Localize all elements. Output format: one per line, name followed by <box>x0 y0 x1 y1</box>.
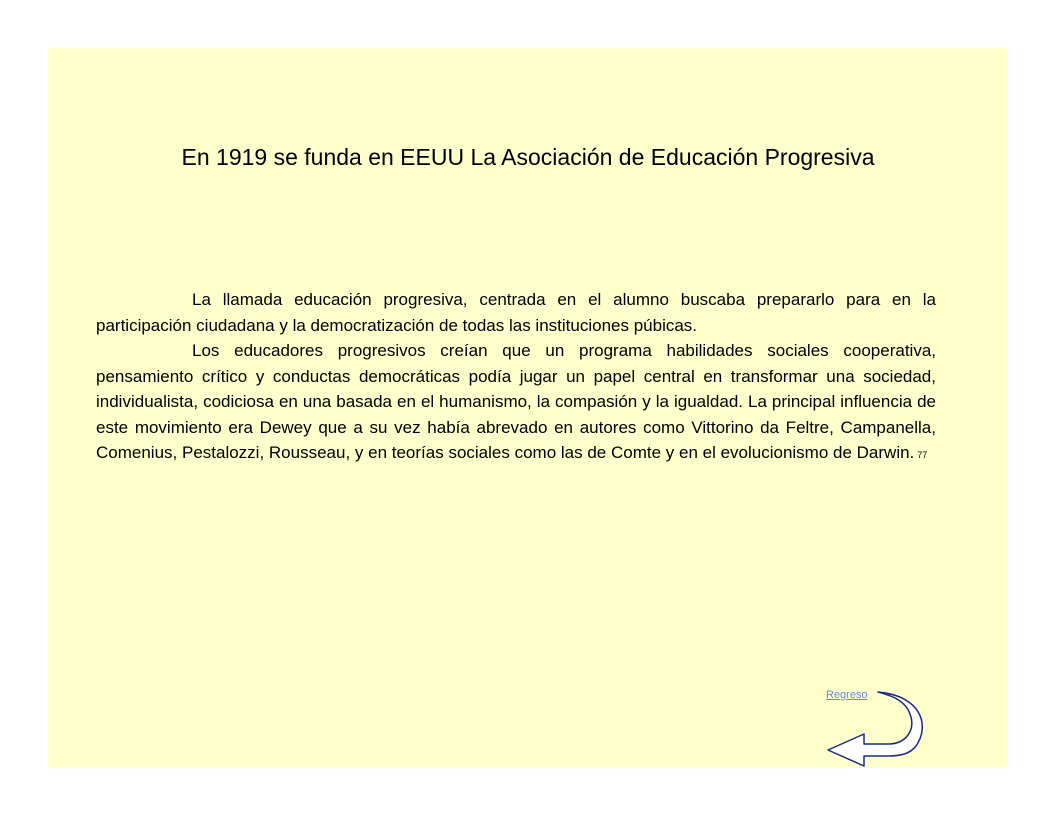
paragraph-1: La llamada educación progresiva, centrada en el alumno buscaba prepararlo para en la participación ciudadana y la democratización de todas las instituciones púbicas. <box>96 290 936 335</box>
slide <box>48 48 1008 768</box>
paragraph-2-text: Los educadores progresivos creían que un programa habilidades sociales cooperativa, pensamiento crítico y conductas democráticas podía jugar un papel central en transformar una sociedad, individualista, codiciosa en una basada en el humanismo, la compasión y la igualdad. La principal influencia de este movimiento era Dewey que a su vez había abrevado en autores como Vittorino da Feltre, Campanella, Comenius, Pestalozzi, Rousseau, y en teorías sociales como las de Comte y en el evolucionismo de Darwin. <box>96 341 936 462</box>
slide-title: En 1919 se funda en EEUU La Asociación de Educación Progresiva <box>181 144 875 170</box>
return-link[interactable]: Regreso <box>826 689 868 701</box>
slide-body <box>96 287 936 469</box>
paragraph-2 <box>96 338 936 469</box>
footnote-reference: 77 <box>917 450 928 460</box>
